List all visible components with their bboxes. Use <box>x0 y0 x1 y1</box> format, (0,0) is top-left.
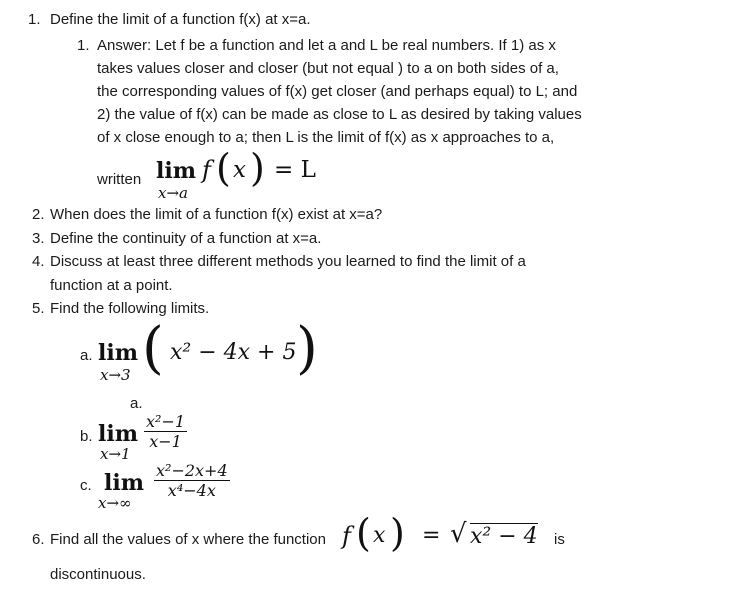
q2-text: When does the limit of a function f(x) exist at x=a? <box>50 206 383 223</box>
q6-text-after: is <box>554 531 565 548</box>
left-paren: ( <box>142 316 164 381</box>
q6-line-2: discontinuous. <box>50 566 146 583</box>
denominator: x−1 <box>149 432 182 451</box>
q6-text-before: Find all the values of x where the function <box>50 531 326 548</box>
q3-text: Define the continuity of a function at x=a. <box>50 230 322 247</box>
q5a-label: a. <box>80 347 93 364</box>
right-paren: ) <box>390 511 405 555</box>
lim-operator: lim <box>156 158 196 184</box>
lim-subscript: x→3 <box>100 366 131 384</box>
lim-subscript: x→a <box>158 184 188 202</box>
answer-line-2: takes values closer and closer (but not equal ) to a on both sides of a, <box>97 60 559 77</box>
right-paren: ) <box>296 316 318 381</box>
answer-line-4: 2) the value of f(x) can be made as close to L as desired by taking values <box>97 106 582 123</box>
sqrt-symbol: √ <box>450 519 467 549</box>
lim-subscript: x→∞ <box>98 494 132 512</box>
answer-line-3: the corresponding values of f(x) get closer (and perhaps equal) to L; and <box>97 83 578 100</box>
function-f: f <box>342 522 351 550</box>
answer-line-5: of x close enough to a; then L is the limit of f(x) as x approaches to a, <box>97 129 555 146</box>
q4-line-2: function at a point. <box>50 277 173 294</box>
equals-sign: = <box>422 523 441 548</box>
q5a-stray-label: a. <box>130 395 143 412</box>
q1-number: 1. <box>28 11 41 28</box>
q6-formula <box>340 511 552 566</box>
q5c-label: c. <box>80 477 92 494</box>
lim-subscript: x→1 <box>100 445 131 463</box>
q3-number: 3. <box>32 230 45 247</box>
function-f: f <box>202 156 211 184</box>
q1-text: Define the limit of a function f(x) at x=a. <box>50 11 311 28</box>
q5b-fraction <box>144 412 187 451</box>
lim-operator: lim <box>104 470 144 496</box>
denominator: x⁴−4x <box>167 481 216 500</box>
q5-text: Find the following limits. <box>50 300 210 317</box>
quadratic-expression: x² − 4x + 5 <box>170 340 297 365</box>
q4-number: 4. <box>32 253 45 270</box>
answer-number: 1. <box>77 37 90 54</box>
q4-line-1: Discuss at least three different methods you learned to find the limit of a <box>50 253 526 270</box>
variable-x: x <box>373 523 386 548</box>
q2-number: 2. <box>32 206 45 223</box>
left-paren: ( <box>216 146 231 190</box>
q5b-label: b. <box>80 428 93 445</box>
q5c-fraction <box>154 461 230 500</box>
answer-line-1: Answer: Let f be a function and let a and L be real numbers. If 1) as x <box>97 37 556 54</box>
lim-operator: lim <box>98 421 138 447</box>
equals-L: = L <box>274 157 316 183</box>
numerator: x²−1 <box>146 412 186 431</box>
variable-x: x <box>233 157 246 183</box>
radicand: x² − 4 <box>470 524 538 549</box>
left-paren: ( <box>356 511 371 555</box>
written-label: written <box>97 171 142 188</box>
q6-number: 6. <box>32 531 45 548</box>
lim-operator: lim <box>98 340 138 366</box>
numerator: x²−2x+4 <box>156 461 228 480</box>
right-paren: ) <box>250 146 265 190</box>
q5-number: 5. <box>32 300 45 317</box>
